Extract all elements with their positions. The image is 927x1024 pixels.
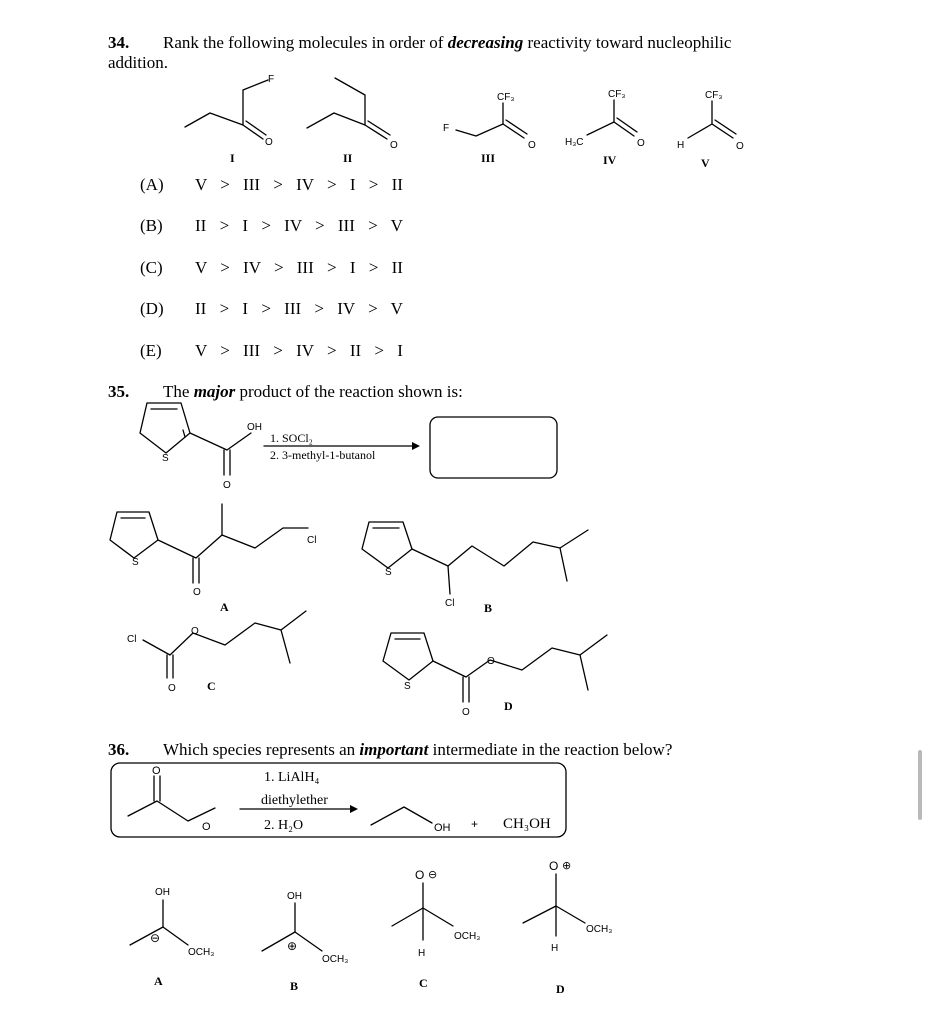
q34-option-d-text[interactable]: II > I > III > IV > V [195,299,403,318]
q35-b-chlorine: Cl [445,598,455,609]
q35-start-hydroxyl: OH [247,422,262,433]
q35-start-oxygen: O [223,480,231,491]
q36-c-alkoxide-charge: ⊖ [428,869,438,881]
q35-choice-d-label[interactable]: D [504,699,513,713]
question-34-number: 34. [108,33,130,52]
mol-II-label: II [343,151,353,165]
q36-arrowhead [350,805,358,813]
q36-b-methoxy: OCH₃ [322,954,349,965]
mol-III-oxygen: O [528,140,536,151]
q36-c-oxygen: O [415,868,425,882]
question-34-text-line2: addition. [108,53,168,72]
q36-d-oxygen: O [549,859,559,873]
q34-option-b-text[interactable]: II > I > IV > III > V [195,216,403,235]
q34-text-emphasis: decreasing [447,33,524,52]
mol-IV-methyl: H₃C [565,137,584,148]
molecule-IV [565,89,645,167]
q35-text-pre: The [163,382,194,401]
q36-methanol: CH₃OH [503,816,551,832]
question-35-number: 35. [108,382,130,401]
q36-choice-c-label[interactable]: C [419,976,428,990]
question-35-text [163,382,463,402]
q36-product-ethanol [371,807,432,825]
q35-text-post: product of the reaction shown is: [235,382,463,401]
q36-a-methoxy: OCH₃ [188,947,215,958]
q35-b-sulfur: S [385,567,392,578]
molecule-V [677,90,744,170]
question-36-number: 36. [108,740,130,759]
q36-text-emphasis: important [359,740,429,759]
mol-V-oxygen: O [736,141,744,152]
question-34-text [163,33,731,53]
q35-d-oxygen: O [462,707,470,718]
mol-V-label: V [701,156,710,170]
q35-starting-material [140,403,262,491]
q36-d-hydrogen: H [551,943,559,954]
q35-a-sulfur: S [132,557,139,568]
q35-a-chlorine: Cl [307,535,317,546]
q36-reactant-ester-oxygen: O [202,821,211,833]
q35-start-sulfur: S [162,453,169,464]
q35-choice-a-structure [110,504,316,598]
q35-reagent-2: 2. 3-methyl-1-butanol [270,448,376,462]
q34-option-b-letter[interactable]: (B) [140,216,163,235]
q36-choice-d-structure [523,859,612,954]
q36-choice-a-structure [130,887,214,958]
q34-text-pre: Rank the following molecules in order of [163,33,448,52]
q35-choice-d-structure [383,633,607,718]
q34-option-a-letter[interactable]: (A) [140,175,164,194]
q36-choice-d-label[interactable]: D [556,982,565,996]
mol-I-fluorine: F [268,74,275,85]
molecule-III [443,92,536,165]
mol-III-fluorine: F [443,123,450,134]
q35-reagent-1: 1. SOCl₂ [270,431,313,445]
mol-IV-cf3: CF₃ [608,89,626,100]
q36-reaction-box [111,763,566,837]
q36-product-hydroxyl: OH [434,822,451,834]
q34-molecules [0,70,927,180]
q35-choice-a-label[interactable]: A [220,600,229,614]
q35-text-emphasis: major [193,382,236,401]
q35-choice-c-structure [127,611,306,694]
q36-choice-b-label[interactable]: B [290,979,299,993]
q34-option-e-letter[interactable]: (E) [140,341,162,360]
molecule-I [185,74,274,165]
q36-reagent-3: 2. H₂O [264,818,304,833]
q35-d-sulfur: S [404,681,411,692]
q35-choice-b-label[interactable]: B [484,601,493,615]
q36-reactant-carbonyl-oxygen: O [152,765,161,777]
q36-choice-c-structure [392,868,480,959]
q36-a-carbanion-charge: ⊖ [150,931,161,945]
q35-c-ester-oxygen: O [191,626,199,637]
q35-a-oxygen: O [193,587,201,598]
mol-IV-label: IV [603,153,617,167]
q35-figures [0,400,927,720]
q34-option-c-text[interactable]: V > IV > III > I > II [195,258,403,277]
q34-text-post: reactivity toward nucleophilic [523,33,732,52]
q35-c-chlorine: Cl [127,634,137,645]
q36-reagent-2: diethylether [261,793,328,808]
q36-choice-a-label[interactable]: A [154,974,163,988]
q35-c-oxygen: O [168,683,176,694]
q36-c-hydrogen: H [418,948,426,959]
q34-option-c-letter[interactable]: (C) [140,258,163,277]
mol-V-hydrogen: H [677,140,685,151]
q35-answer-box[interactable] [430,417,557,478]
q36-b-hydroxyl: OH [287,891,302,902]
q36-d-methoxy: OCH₃ [586,924,613,935]
q36-a-hydroxyl: OH [155,887,170,898]
scrollbar-thumb[interactable] [918,750,922,820]
mol-I-label: I [230,151,235,165]
molecule-II [307,78,398,165]
mol-IV-oxygen: O [637,138,645,149]
mol-I-oxygen: O [265,137,273,148]
q36-reagent-1: 1. LiAlH₄ [264,770,320,785]
mol-III-label: III [481,151,496,165]
q36-text-pre: Which species represents an [163,740,360,759]
q35-d-ester-oxygen: O [487,656,495,667]
mol-V-cf3: CF₃ [705,90,723,101]
q35-arrowhead [412,442,420,450]
q35-choice-b-structure [362,522,588,609]
q34-option-e-text[interactable]: V > III > IV > II > I [195,341,403,360]
mol-II-oxygen: O [390,140,398,151]
q36-c-methoxy: OCH₃ [454,931,481,942]
q36-figures [0,755,927,1024]
q35-choice-c-label[interactable]: C [207,679,216,693]
q34-option-d-letter[interactable]: (D) [140,299,164,318]
mol-III-cf3: CF₃ [497,92,515,103]
q36-choice-b-structure [262,891,348,965]
q36-text-post: intermediate in the reaction below? [428,740,673,759]
q36-d-oxonium-charge: ⊕ [562,860,572,872]
q36-b-carbocation-charge: ⊕ [287,939,298,953]
q36-plus-sign: + [471,817,479,831]
q34-option-a-text[interactable]: V > III > IV > I > II [195,175,403,194]
q36-reactant [128,765,215,833]
